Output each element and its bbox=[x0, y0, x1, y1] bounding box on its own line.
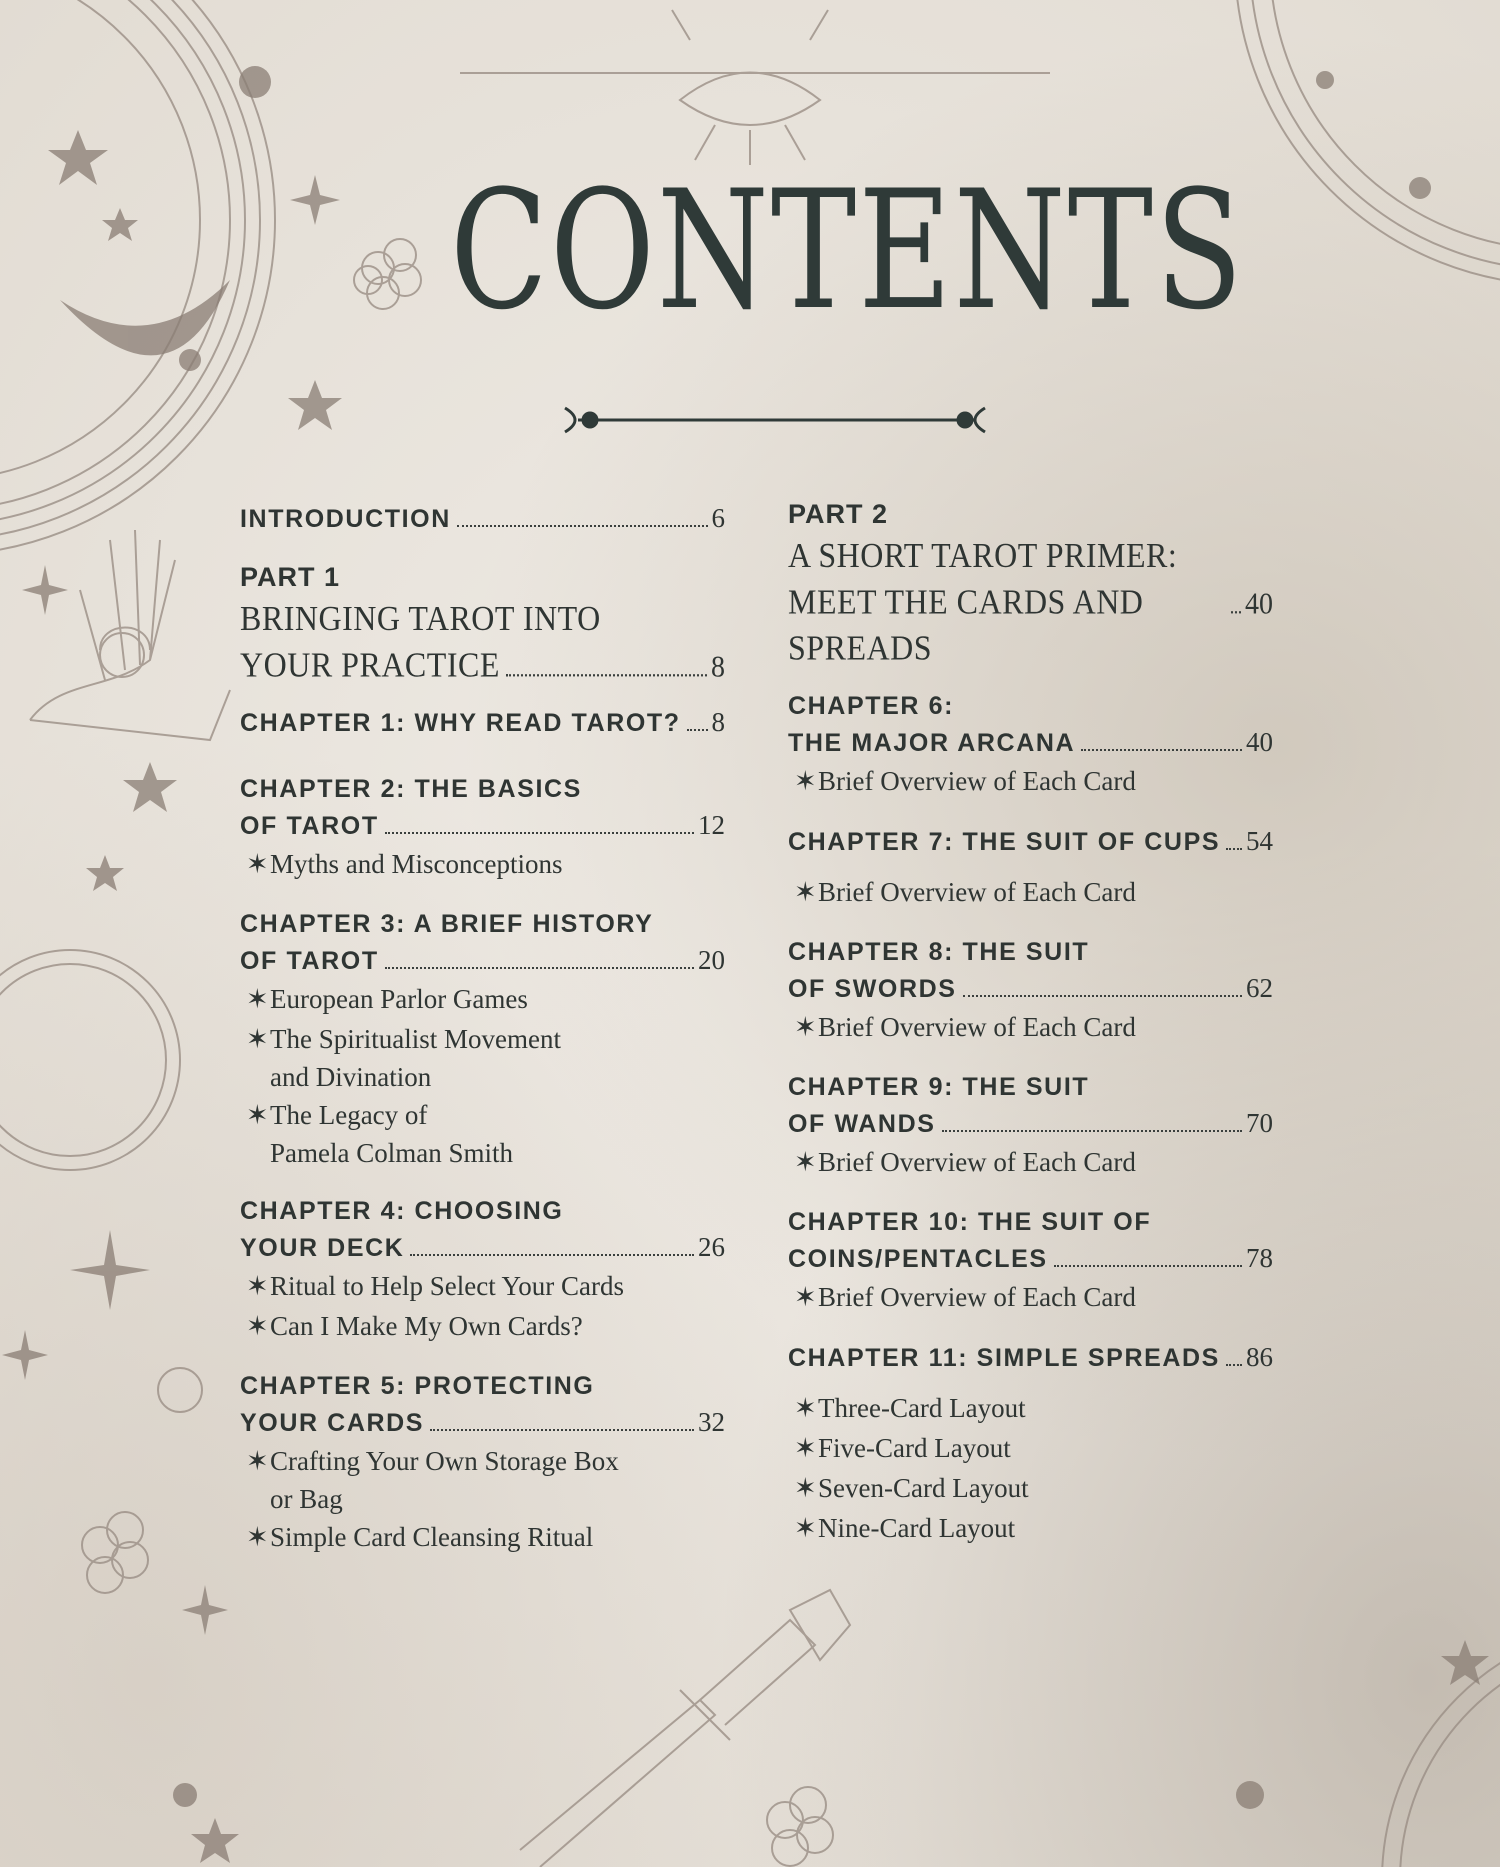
toc-entry-chapter-9[interactable] bbox=[788, 1069, 1273, 1142]
part-label: PART 1 bbox=[240, 562, 341, 592]
toc-subentry[interactable]: ✶Ritual to Help Select Your Cards bbox=[240, 1266, 725, 1306]
sun-icon bbox=[100, 633, 144, 677]
toc-subentry[interactable]: ✶The Legacy of bbox=[240, 1095, 725, 1135]
toc-subentry[interactable]: ✶Can I Make My Own Cards? bbox=[240, 1306, 725, 1346]
bullet-star-icon: ✶ bbox=[246, 1024, 269, 1054]
bullet-star-icon: ✶ bbox=[794, 1147, 817, 1177]
bullet-star-icon: ✶ bbox=[246, 1271, 269, 1301]
entry-label: CHAPTER 7: THE SUIT OF CUPS bbox=[788, 828, 1221, 856]
toc-subentry[interactable]: ✶European Parlor Games bbox=[240, 979, 725, 1019]
entry-label-line1: CHAPTER 10: THE SUIT OF bbox=[788, 1208, 1152, 1236]
page-title bbox=[450, 155, 1245, 347]
dot-leader bbox=[410, 1254, 694, 1256]
star-icon bbox=[48, 130, 108, 185]
toc-subentry[interactable]: ✶The Spiritualist Movement bbox=[240, 1019, 725, 1059]
dot-leader bbox=[457, 525, 708, 527]
star-icon bbox=[86, 855, 124, 891]
page-number: 62 bbox=[1246, 973, 1273, 1003]
toc-entry-chapter-2[interactable] bbox=[240, 771, 725, 844]
entry-label-line1: CHAPTER 3: A BRIEF HISTORY bbox=[240, 910, 654, 938]
part-title-line1: A SHORT TAROT PRIMER: bbox=[788, 535, 1178, 575]
page-number: 78 bbox=[1246, 1243, 1273, 1273]
bullet-star-icon: ✶ bbox=[794, 1433, 817, 1463]
star-icon bbox=[102, 208, 138, 241]
toc-subentry[interactable]: ✶Crafting Your Own Storage Box bbox=[240, 1441, 725, 1481]
toc-subentry-continued: and Divination bbox=[270, 1062, 432, 1092]
toc-subentry[interactable]: ✶Five-Card Layout bbox=[788, 1428, 1273, 1468]
page-number: 8 bbox=[711, 650, 725, 685]
bottom-arcs-icon bbox=[1382, 1622, 1500, 1867]
entry-label-line1: CHAPTER 8: THE SUIT bbox=[788, 938, 1090, 966]
dot-leader bbox=[687, 729, 708, 731]
divider-ornament bbox=[565, 408, 985, 432]
dot-leader bbox=[506, 674, 707, 676]
eye-icon bbox=[460, 10, 1050, 165]
entry-label-line2: OF SWORDS bbox=[788, 975, 957, 1003]
toc-subentry[interactable]: ✶Brief Overview of Each Card bbox=[788, 1277, 1273, 1317]
hand-icon bbox=[30, 530, 230, 740]
dot-leader bbox=[430, 1429, 694, 1431]
sparkle-icon bbox=[22, 565, 68, 615]
entry-label-line2: OF TAROT bbox=[240, 812, 379, 840]
toc-left-column bbox=[240, 500, 725, 1557]
moon-icon bbox=[60, 280, 230, 355]
flower-icon bbox=[354, 239, 421, 309]
entry-label: CHAPTER 1: WHY READ TAROT? bbox=[240, 709, 681, 737]
entry-label-line1: CHAPTER 4: CHOOSING bbox=[240, 1197, 564, 1225]
dot-leader bbox=[1226, 1364, 1242, 1366]
page-title-text: CONTENTS bbox=[450, 155, 1245, 347]
moon-face-icon bbox=[0, 950, 180, 1170]
entry-label-line2: YOUR CARDS bbox=[240, 1409, 425, 1437]
part-title bbox=[240, 595, 725, 691]
star-icon bbox=[288, 380, 342, 430]
toc-subentry[interactable]: ✶Simple Card Cleansing Ritual bbox=[240, 1517, 725, 1557]
entry-label-line2: OF TAROT bbox=[240, 947, 379, 975]
page-number: 86 bbox=[1246, 1342, 1273, 1372]
dagger-icon bbox=[520, 1590, 850, 1867]
bullet-star-icon: ✶ bbox=[794, 1282, 817, 1312]
toc-entry-chapter-6[interactable] bbox=[788, 688, 1273, 761]
toc-subentry-continued: or Bag bbox=[270, 1484, 343, 1514]
entry-label: INTRODUCTION bbox=[240, 505, 451, 533]
toc-subentry[interactable]: ✶Nine-Card Layout bbox=[788, 1508, 1273, 1548]
toc-subentry[interactable]: ✶Seven-Card Layout bbox=[788, 1468, 1273, 1508]
bullet-star-icon: ✶ bbox=[246, 1100, 269, 1130]
toc-subentry-continued: Pamela Colman Smith bbox=[270, 1138, 513, 1168]
toc-entry-chapter-8[interactable] bbox=[788, 934, 1273, 1007]
bullet-star-icon: ✶ bbox=[246, 1446, 269, 1476]
toc-entry-chapter-11[interactable] bbox=[788, 1339, 1273, 1376]
page-number: 32 bbox=[698, 1407, 725, 1437]
toc-entry-chapter-4[interactable] bbox=[240, 1193, 725, 1266]
bullet-star-icon: ✶ bbox=[794, 877, 817, 907]
bullet-star-icon: ✶ bbox=[794, 1012, 817, 1042]
entry-label-line1: CHAPTER 2: THE BASICS bbox=[240, 775, 582, 803]
entry-label-line2: COINS/PENTACLES bbox=[788, 1245, 1048, 1273]
toc-subentry[interactable]: ✶Brief Overview of Each Card bbox=[788, 761, 1273, 801]
bullet-star-icon: ✶ bbox=[794, 1513, 817, 1543]
sparkle-icon bbox=[290, 175, 340, 225]
orbit-arcs-icon bbox=[1235, 0, 1500, 285]
sun-burst-icon bbox=[158, 1368, 202, 1412]
bullet-star-icon: ✶ bbox=[246, 984, 269, 1014]
toc-entry-chapter-10[interactable] bbox=[788, 1204, 1273, 1277]
entry-label-line2: OF WANDS bbox=[788, 1110, 936, 1138]
toc-subentry[interactable]: ✶Three-Card Layout bbox=[788, 1388, 1273, 1428]
star-icon bbox=[123, 762, 177, 812]
moon-arcs-icon bbox=[0, 0, 275, 555]
dot-leader bbox=[1231, 611, 1241, 613]
dot-leader bbox=[963, 995, 1242, 997]
entry-label-line2: YOUR DECK bbox=[240, 1234, 405, 1262]
toc-subentry[interactable]: ✶Brief Overview of Each Card bbox=[788, 1007, 1273, 1047]
star-icon bbox=[191, 1818, 239, 1863]
dot-leader bbox=[1081, 749, 1242, 751]
dot-leader bbox=[942, 1130, 1242, 1132]
bullet-star-icon: ✶ bbox=[246, 1311, 269, 1341]
part-label: PART 2 bbox=[788, 499, 889, 529]
flower-icon-2 bbox=[82, 1512, 148, 1593]
toc-entry-chapter-5[interactable] bbox=[240, 1368, 725, 1441]
entry-label-line1: CHAPTER 6: bbox=[788, 692, 955, 720]
toc-entry-chapter-7[interactable] bbox=[788, 823, 1273, 860]
bullet-star-icon: ✶ bbox=[794, 1393, 817, 1423]
page-number: 6 bbox=[711, 503, 725, 533]
toc-subentry[interactable]: ✶Brief Overview of Each Card bbox=[788, 872, 1273, 912]
part-title bbox=[788, 532, 1273, 671]
toc-entry-introduction[interactable] bbox=[240, 500, 725, 537]
toc-subentry[interactable]: ✶Myths and Misconceptions bbox=[240, 844, 725, 884]
entry-label-line1: CHAPTER 9: THE SUIT bbox=[788, 1073, 1090, 1101]
entry-label-line2: THE MAJOR ARCANA bbox=[788, 729, 1076, 757]
page-number: 26 bbox=[698, 1232, 725, 1262]
dot-leader bbox=[385, 967, 694, 969]
toc-subentry[interactable]: ✶Brief Overview of Each Card bbox=[788, 1142, 1273, 1182]
toc-entry-chapter-1[interactable] bbox=[240, 704, 725, 741]
toc-part-2[interactable] bbox=[788, 496, 1273, 668]
sparkle-icon bbox=[182, 1585, 228, 1635]
page-number: 40 bbox=[1245, 587, 1273, 622]
page-number: 20 bbox=[698, 945, 725, 975]
page-number: 54 bbox=[1246, 826, 1273, 856]
dot-leader bbox=[385, 832, 694, 834]
bullet-star-icon: ✶ bbox=[794, 766, 817, 796]
part-title-line2: YOUR PRACTICE bbox=[240, 644, 500, 685]
page-number: 40 bbox=[1246, 727, 1273, 757]
part-title-line2: MEET THE CARDS AND SPREADS bbox=[788, 581, 1144, 668]
star-icon bbox=[1441, 1640, 1489, 1685]
dot-leader bbox=[1054, 1265, 1242, 1267]
sparkle-icon bbox=[70, 1230, 150, 1310]
bullet-star-icon: ✶ bbox=[246, 1522, 269, 1552]
toc-right-column bbox=[788, 496, 1273, 1548]
part-title-line1: BRINGING TAROT INTO bbox=[240, 598, 601, 638]
toc-entry-chapter-3[interactable] bbox=[240, 906, 725, 979]
entry-label-line1: CHAPTER 5: PROTECTING bbox=[240, 1372, 595, 1400]
dot-leader bbox=[1226, 848, 1242, 850]
sparkle-icon bbox=[2, 1330, 48, 1380]
entry-label: CHAPTER 11: SIMPLE SPREADS bbox=[788, 1344, 1220, 1372]
page-number: 8 bbox=[711, 707, 725, 737]
toc-part-1[interactable] bbox=[240, 559, 725, 685]
bullet-star-icon: ✶ bbox=[794, 1473, 817, 1503]
page-number: 12 bbox=[698, 810, 725, 840]
flower-icon-3 bbox=[767, 1787, 833, 1866]
page-number: 70 bbox=[1246, 1108, 1273, 1138]
bullet-star-icon: ✶ bbox=[246, 849, 269, 879]
